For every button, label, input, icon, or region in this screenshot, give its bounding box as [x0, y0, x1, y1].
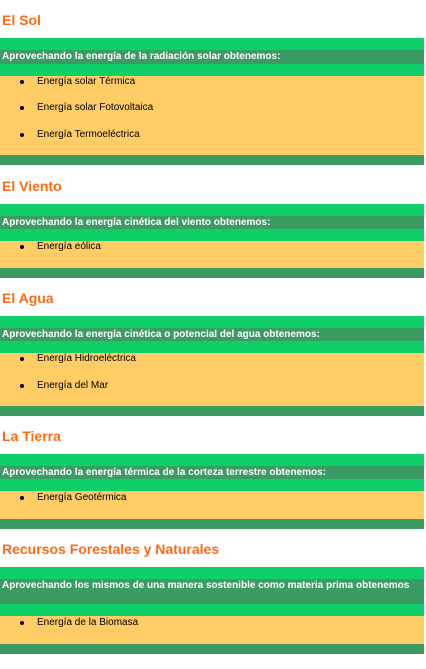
list-item: Energía eólica: [0, 241, 424, 253]
list-item: Energía Termoeléctrica: [0, 129, 424, 141]
bullet-icon: [20, 621, 24, 625]
bullet-icon: [20, 245, 24, 249]
bullet-icon: [20, 133, 24, 137]
items-list-recursos: [0, 616, 424, 644]
post-intro-band: [0, 64, 424, 76]
section-title-sol: El Sol: [2, 12, 41, 28]
list-item: Energía solar Fotovoltaica: [0, 102, 424, 114]
bullet-icon: [20, 496, 24, 500]
section-intro-sol: Aprovechando la energía de la radiación solar obtenemos:: [0, 50, 424, 64]
bottom-band: [0, 155, 424, 165]
post-intro-band: [0, 604, 424, 616]
bottom-band: [0, 519, 424, 529]
bullet-icon: [20, 106, 24, 110]
items-list-agua: [0, 353, 424, 406]
top-band: [0, 204, 424, 216]
section-intro-recursos: Aprovechando los mismos de una manera sostenible como materia prima obtenemos: [0, 579, 424, 604]
top-band: [0, 454, 424, 466]
bullet-icon: [20, 384, 24, 388]
list-item: Energía del Mar: [0, 380, 424, 392]
section-title-tierra: La Tierra: [2, 428, 61, 444]
post-intro-band: [0, 229, 424, 241]
section-title-recursos: Recursos Forestales y Naturales: [2, 541, 220, 557]
bullet-icon: [20, 357, 24, 361]
items-list-tierra: [0, 491, 424, 519]
section-intro-tierra: Aprovechando la energía térmica de la corteza terrestre obtenemos:: [0, 466, 424, 479]
bullet-icon: [20, 80, 24, 84]
list-item: Energía de la Biomasa: [0, 617, 424, 629]
post-intro-band: [0, 341, 424, 353]
top-band: [0, 38, 424, 50]
list-item: Energía Geotérmica: [0, 492, 424, 504]
list-item: Energía Hidroeléctrica: [0, 353, 424, 365]
bottom-band: [0, 268, 424, 278]
top-band: [0, 567, 424, 579]
section-intro-viento: Aprovechando la energía cinética del viento obtenemos:: [0, 216, 424, 229]
section-intro-agua: Aprovechando la energía cinética o potencial del agua obtenemos:: [0, 328, 424, 341]
section-title-viento: El Viento: [2, 178, 62, 194]
post-intro-band: [0, 479, 424, 491]
bottom-band: [0, 644, 424, 654]
bottom-band: [0, 406, 424, 416]
items-list-sol: [0, 76, 424, 155]
section-title-agua: El Agua: [2, 290, 54, 306]
list-item: Energía solar Térmica: [0, 76, 424, 88]
items-list-viento: [0, 241, 424, 268]
top-band: [0, 316, 424, 328]
